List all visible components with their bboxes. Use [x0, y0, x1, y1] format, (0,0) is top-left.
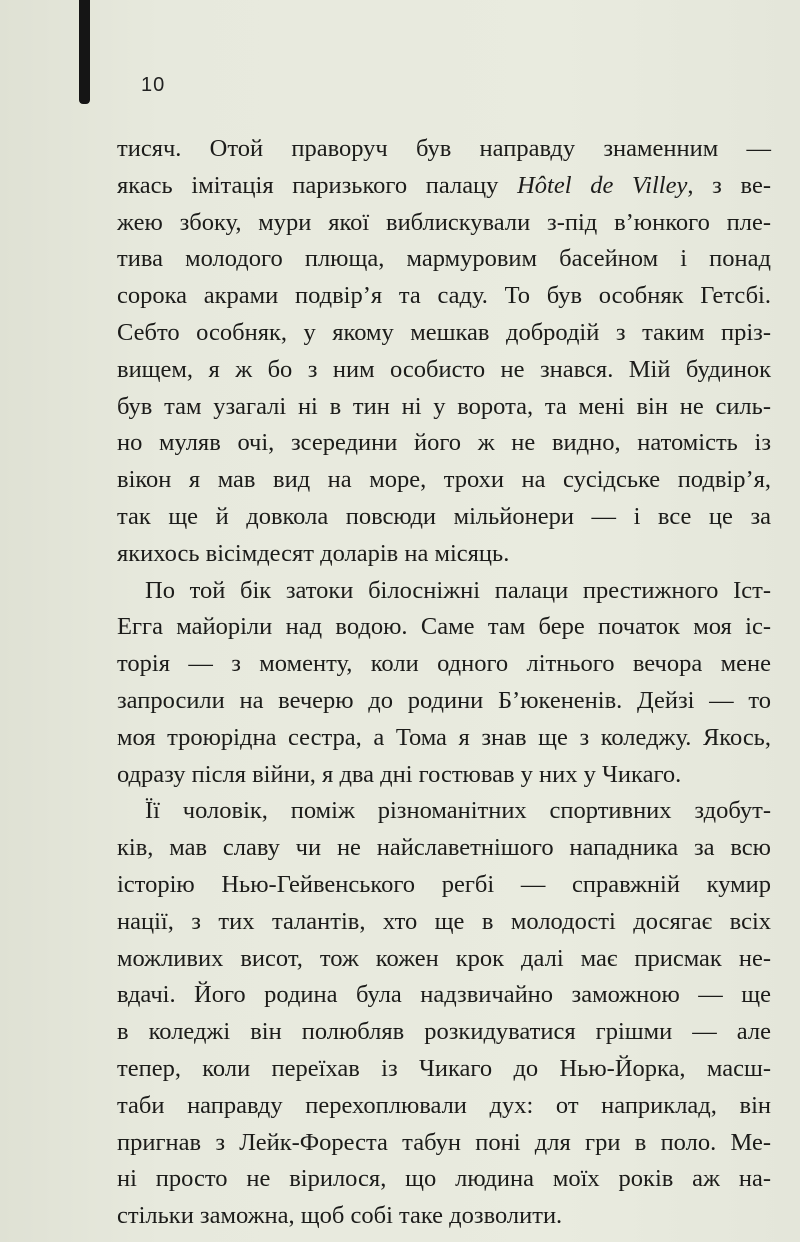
book-spine-shadow — [79, 0, 90, 104]
text-line: Егга майоріли над водою. Саме там бере початок моя іс- — [117, 613, 771, 641]
text-line: По той бік затоки білосніжні палаци престижного Іст- — [145, 576, 771, 604]
text-line: історію Нью-Гейвенського регбі — справжній кумир — [117, 870, 771, 898]
page-body-text — [117, 131, 771, 1235]
text-line: Її чоловік, поміж різноманітних спортивних здобут- — [145, 797, 771, 825]
text-line: можливих висот, тож кожен крок далі має присмак не- — [117, 944, 771, 972]
text-line: в коледжі він полюбляв розкидуватися грішми — але — [117, 1018, 771, 1046]
text-line: стільки заможна, щоб собі таке дозволити. — [117, 1202, 563, 1230]
text-line: Себто особняк, у якому мешкав добродій з таким пріз- — [117, 318, 771, 346]
text-line: тепер, коли переїхав із Чикаго до Нью-Йорка, масш- — [117, 1054, 771, 1082]
text-line: запросили на вечерю до родини Б’юкененів. Дейзі — то — [117, 686, 771, 714]
paragraph — [117, 573, 771, 794]
text-line: тива молодого плюща, мармуровим басейном і понад — [117, 245, 771, 273]
text-line: одразу після війни, я два дні гостював у них у Чикаго. — [117, 760, 682, 788]
text-line: якихось вісімдесят доларів на місяць. — [117, 539, 510, 567]
text-line: ні просто не вірилося, що людина моїх років аж на- — [117, 1165, 771, 1193]
paragraph — [117, 793, 771, 1235]
italic-phrase: Hôtel de Villey — [517, 171, 688, 199]
text-line: був там узагалі ні в тин ні у ворота, та мені він не силь- — [117, 392, 771, 420]
text-line: сорока акрами подвір’я та саду. То був особняк Гетсбі. — [117, 282, 771, 310]
text-line: торія — з моменту, коли одного літнього вечора мене — [117, 650, 771, 678]
text-line: нації, з тих талантів, хто ще в молодості досягає всіх — [117, 907, 771, 935]
page-number: 10 — [141, 74, 166, 96]
text-segment: , з ве- — [687, 171, 771, 199]
text-line: жею збоку, мури якої виблискували з-під в’юнкого пле- — [117, 208, 771, 236]
text-line: ків, мав славу чи не найславетнішого нападника за всю — [117, 834, 771, 862]
text-line: так ще й довкола повсюди мільйонери — і все це за — [117, 502, 771, 530]
text-line: вікон я мав вид на море, трохи на сусідське подвір’я, — [117, 466, 771, 494]
text-line: но муляв очі, зсередини його ж не видно, натомість із — [117, 429, 771, 457]
text-line: пригнав з Лейк-Фореста табун поні для гри в поло. Ме- — [117, 1128, 771, 1156]
text-line: тисяч. Отой праворуч був направду знаменним — — [117, 135, 771, 162]
text-line: вдачі. Його родина була надзвичайно заможною — ще — [117, 981, 771, 1009]
text-line: таби направду перехоплювали дух: от наприклад, він — [117, 1091, 771, 1119]
text-line: вищем, я ж бо з ним особисто не знався. Мій будинок — [117, 355, 771, 383]
text-line — [117, 168, 771, 205]
paragraph — [117, 131, 771, 573]
text-segment: якась імітація паризького палацу — [117, 171, 518, 199]
text-line: моя троюрідна сестра, а Тома я знав ще з коледжу. Якось, — [117, 723, 771, 751]
